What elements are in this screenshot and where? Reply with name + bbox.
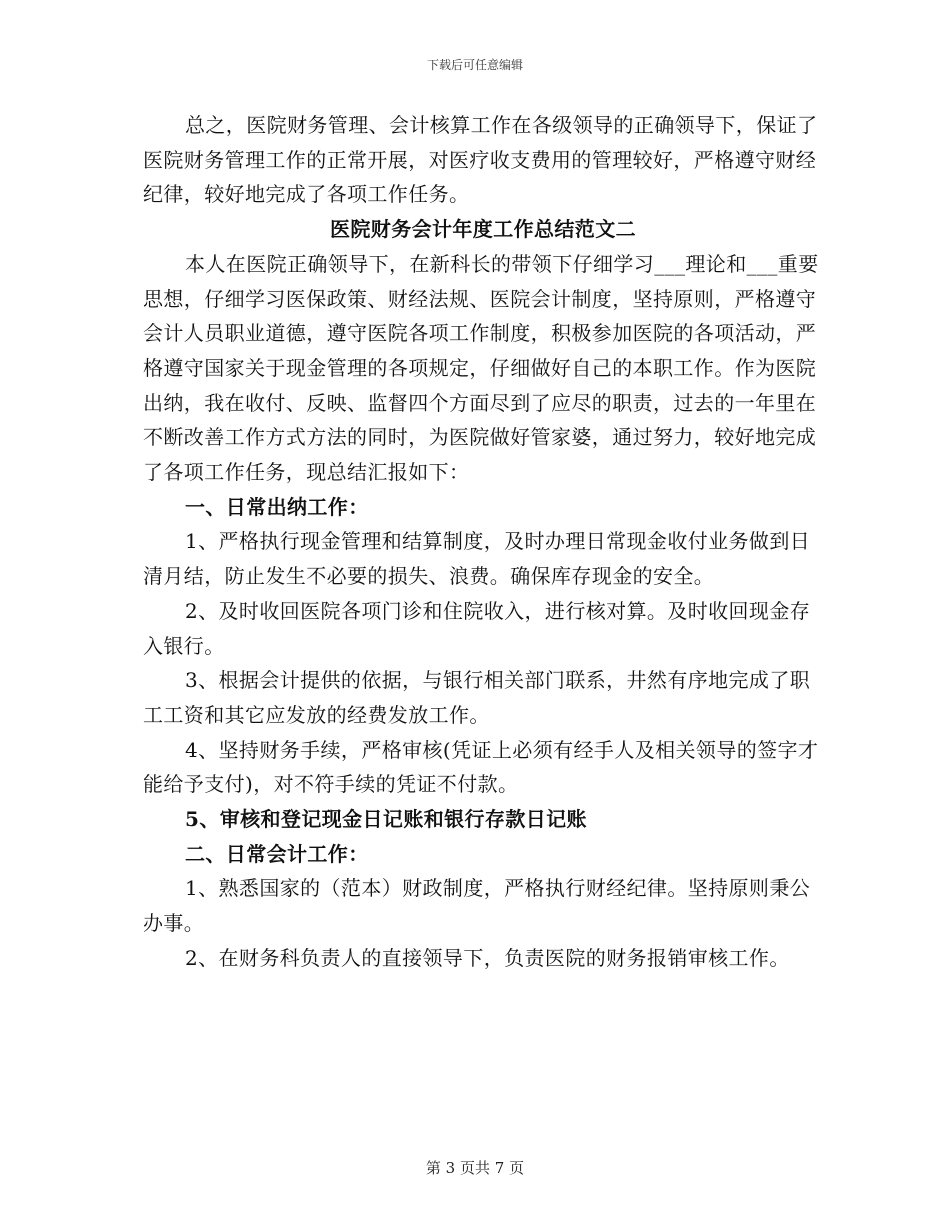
summary-paragraph: 总之，医院财务管理、会计核算工作在各级领导的正确领导下，保证了医院财务管理工作的正常开展，对医疗收支费用的管理较好，严格遵守财经纪律，较好地完成了各项工作任务。	[143, 113, 818, 207]
heading-cashier-work: 一、日常出纳工作：	[185, 494, 369, 519]
document-body	[143, 108, 823, 976]
cashier-item-1: 1、严格执行现金管理和结算制度，及时办理日常现金收付业务做到日清月结，防止发生不必要的损失、浪费。确保库存现金的安全。	[143, 529, 811, 589]
cashier-item-4: 4、坚持财务手续，严格审核(凭证上必须有经手人及相关领导的签字才能给予支付)，对不符手续的凭证不付款。	[143, 737, 819, 797]
page-header: 下载后可任意编辑	[426, 58, 523, 72]
cashier-item-2: 2、及时收回医院各项门诊和住院收入，进行核对算。及时收回现金存入银行。	[143, 598, 811, 658]
heading-accounting-work: 二、日常会计工作：	[185, 841, 369, 866]
section-title: 医院财务会计年度工作总结范文二	[330, 217, 636, 242]
accounting-item-1: 1、熟悉国家的（范本）财政制度，严格执行财经纪律。坚持原则秉公办事。	[143, 876, 811, 936]
cashier-item-3: 3、根据会计提供的依据，与银行相关部门联系，井然有序地完成了职工工资和其它应发放的经费发放工作。	[143, 668, 811, 727]
intro-paragraph: 本人在医院正确领导下，在新科长的带领下仔细学习___理论和___重要思想，仔细学习医保政策、财经法规、医院会计制度，坚持原则，严格遵守会计人员职业道德，遵守医院各项工作制度，积极参加医院的各项活动，严格遵守国家关于现金管理的各项规定，仔细做好自己的本职工作。作为医院出纳，我在收付、反映、监督四个方面尽到了应尽的职责，过去的一年里在不断改善工作方式方法的同时，为医院做好管家婆，通过努力，较好地完成了各项工作任务，现总结汇报如下：	[143, 251, 819, 485]
page-number: 第 3 页共 7 页	[425, 1159, 525, 1177]
accounting-item-2: 2、在财务科负责人的直接领导下，负责医院的财务报销审核工作。	[185, 945, 790, 970]
cashier-item-5: 5、审核和登记现金日记账和银行存款日记账	[185, 807, 587, 832]
